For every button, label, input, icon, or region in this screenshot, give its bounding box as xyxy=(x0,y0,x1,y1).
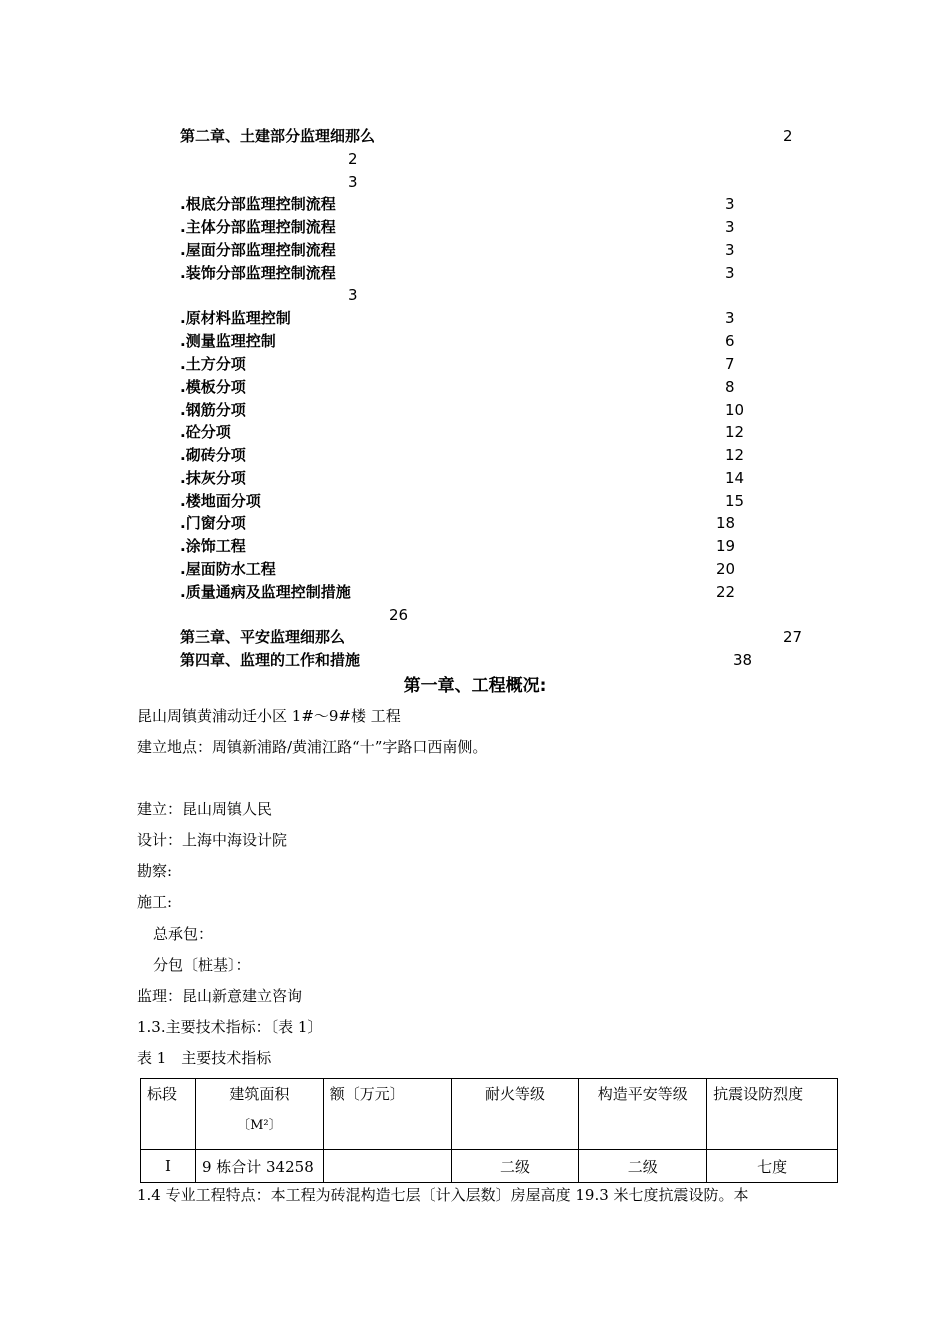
toc-entry: .土方分项 xyxy=(180,355,246,373)
toc-page: 22 xyxy=(716,583,736,601)
toc-page: 2 xyxy=(783,127,793,145)
toc-page: 14 xyxy=(725,469,745,487)
site-location: 建立地点：周镇新浦路/黄浦江路“十”字路口西南侧。 xyxy=(137,738,488,756)
subcontract-line: 分包〔桩基〕： xyxy=(153,956,251,974)
toc-page: 2 xyxy=(348,150,358,168)
toc-entry: 第四章、监理的工作和措施 xyxy=(180,651,361,669)
toc-entry: .门窗分项 xyxy=(180,514,246,532)
toc-entry: .质量通病及监理控制措施 xyxy=(180,583,351,601)
toc-entry: .测量监理控制 xyxy=(180,332,276,350)
toc-entry: .涂饰工程 xyxy=(180,537,246,555)
toc-page: 3 xyxy=(725,309,735,327)
table-header-cell: 抗震设防烈度 xyxy=(707,1079,838,1150)
toc-entry: .砌砖分项 xyxy=(180,446,246,464)
toc-page: 27 xyxy=(783,628,803,646)
section-heading: 1.3.主要技术指标：〔表 1〕 xyxy=(137,1018,323,1036)
toc-entry: 第二章、土建部分监理细那么 xyxy=(180,127,376,145)
area-unit: 〔M²〕 xyxy=(237,1118,282,1133)
table-header-cell: 标段 xyxy=(141,1079,196,1150)
toc-page: 3 xyxy=(725,218,735,236)
toc-page: 38 xyxy=(733,651,753,669)
table-header-cell: 构造平安等级 xyxy=(579,1079,707,1150)
toc-entry: .屋面防水工程 xyxy=(180,560,276,578)
toc-page: 3 xyxy=(348,173,358,191)
toc-page: 12 xyxy=(725,446,745,464)
design-line: 设计：上海中海设计院 xyxy=(137,831,288,849)
table-cell: 9 栋合计 34258 xyxy=(195,1150,323,1183)
toc-page: 18 xyxy=(716,514,736,532)
chapter-heading: 第一章、工程概况: xyxy=(403,676,547,696)
toc-page: 8 xyxy=(725,378,735,396)
construction-line: 施工: xyxy=(137,893,173,911)
table-cell: 二级 xyxy=(451,1150,579,1183)
table-header-cell xyxy=(195,1079,323,1150)
supervision-line: 监理：昆山新意建立咨询 xyxy=(137,987,303,1005)
toc-entry: 第三章、平安监理细那么 xyxy=(180,628,346,646)
toc-entry: .抹灰分项 xyxy=(180,469,246,487)
toc-page: 20 xyxy=(716,560,736,578)
project-features: 1.4 专业工程特点：本工程为砖混构造七层〔计入层数〕房屋高度 19.3 米七度抗震设防。本 xyxy=(137,1186,749,1204)
table-cell: 二级 xyxy=(579,1150,707,1183)
table-header-row xyxy=(141,1079,838,1150)
toc-entry: .钢筋分项 xyxy=(180,401,246,419)
toc-page: 15 xyxy=(725,492,745,510)
toc-page: 3 xyxy=(348,286,358,304)
toc-entry: .原材料监理控制 xyxy=(180,309,291,327)
toc-page: 26 xyxy=(389,606,409,624)
toc-entry: .模板分项 xyxy=(180,378,246,396)
toc-page: 3 xyxy=(725,195,735,213)
toc-page: 6 xyxy=(725,332,735,350)
project-name: 昆山周镇黄浦动迁小区 1#～9#楼 工程 xyxy=(137,707,401,725)
area-label: 建筑面积 xyxy=(229,1085,290,1103)
table-caption: 表 1 主要技术指标 xyxy=(137,1049,272,1067)
toc-entry: .楼地面分项 xyxy=(180,492,261,510)
toc-page: 3 xyxy=(725,241,735,259)
spec-table xyxy=(140,1078,838,1183)
toc-page: 19 xyxy=(716,537,736,555)
toc-entry: .屋面分部监理控制流程 xyxy=(180,241,336,259)
toc-page: 10 xyxy=(725,401,745,419)
general-contractor-line: 总承包： xyxy=(153,925,214,943)
table-header-cell: 额〔万元〕 xyxy=(323,1079,451,1150)
toc-page: 7 xyxy=(725,355,735,373)
table-cell: I xyxy=(141,1150,196,1183)
table-header-cell: 耐火等级 xyxy=(451,1079,579,1150)
toc-entry: .装饰分部监理控制流程 xyxy=(180,264,336,282)
table-cell xyxy=(323,1150,451,1183)
toc-page: 3 xyxy=(725,264,735,282)
toc-entry: .主体分部监理控制流程 xyxy=(180,218,336,236)
toc-entry: .砼分项 xyxy=(180,423,231,441)
survey-line: 勘察: xyxy=(137,862,173,880)
owner-line: 建立：昆山周镇人民 xyxy=(137,800,273,818)
table-cell: 七度 xyxy=(707,1150,838,1183)
toc-entry: .根底分部监理控制流程 xyxy=(180,195,336,213)
table-row xyxy=(141,1150,838,1183)
toc-page: 12 xyxy=(725,423,745,441)
